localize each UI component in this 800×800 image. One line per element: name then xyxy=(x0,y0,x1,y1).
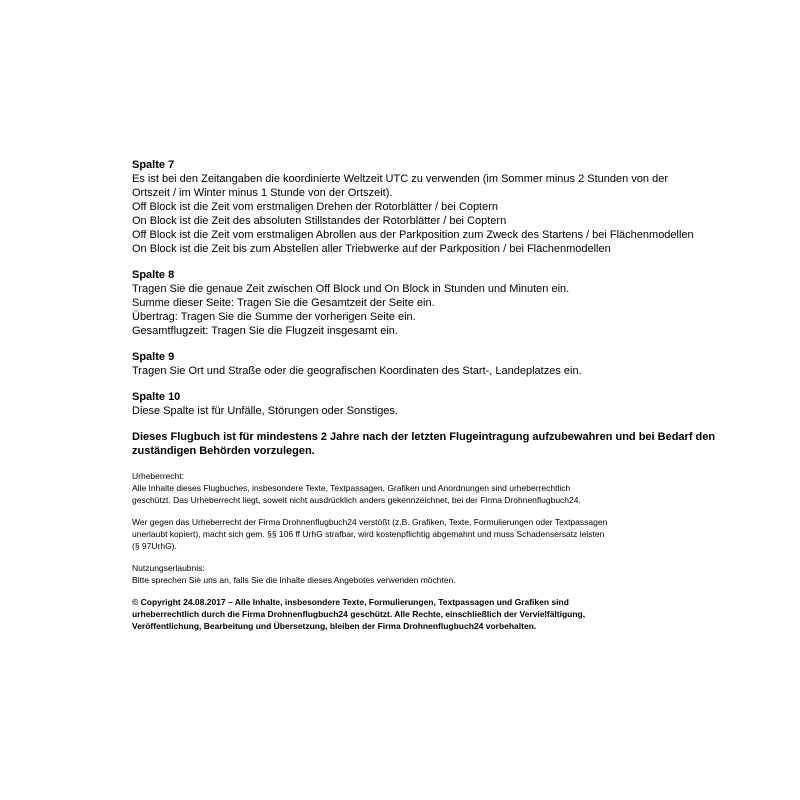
text-line: Übertrag: Tragen Sie die Summe der vorherigen Seite ein. xyxy=(132,311,416,323)
document-page xyxy=(132,158,732,642)
usage-line: Bitte sprechen Sie uns an, falls Sie die Inhalte dieses Angebotes verwenden möchten. xyxy=(132,575,456,585)
violation-block xyxy=(132,516,732,552)
copyright-line: geschützt. Das Urheberrecht liegt, soweit nicht ausdrücklich anders gekennzeichnet, bei der Firma Drohnenflugbuch24. xyxy=(132,495,581,505)
copyright-heading: Urheberrecht: xyxy=(132,471,184,481)
section-title: Spalte 10 xyxy=(132,391,181,403)
section-spalte-8 xyxy=(132,268,732,338)
retention-notice xyxy=(132,430,732,458)
section-spalte-10 xyxy=(132,390,732,418)
text-line: On Block ist die Zeit des absoluten Stillstandes der Rotorblätter / bei Coptern xyxy=(132,215,507,227)
text-line: Diese Spalte ist für Unfälle, Störungen oder Sonstiges. xyxy=(132,405,398,417)
text-line: Gesamtflugzeit: Tragen Sie die Flugzeit insgesamt ein. xyxy=(132,325,398,337)
violation-line: unerlaubt kopiert), macht sich gem. §§ 106 ff UrhG strafbar, wird kostenpflichtig abgemahnt und muss Schadensersatz leisten xyxy=(132,529,605,539)
text-line: Ortszeit / im Winter minus 1 Stunde von der Ortszeit). xyxy=(132,187,393,199)
text-line: Es ist bei den Zeitangaben die koordinierte Weltzeit UTC zu verwenden (im Sommer minus 2 Stunden von der xyxy=(132,173,669,185)
final-copyright-line: Veröffentlichung, Bearbeitung und Übersetzung, bleiben der Firma Drohnenflugbuch24 vorbehalten. xyxy=(132,621,537,631)
notice-line: Dieses Flugbuch ist für mindestens 2 Jahre nach der letzten Flugeintragung aufzubewahren und bei Bedarf den xyxy=(132,431,716,443)
section-title: Spalte 8 xyxy=(132,269,175,281)
notice-line: zuständigen Behörden vorzulegen. xyxy=(132,445,315,457)
section-spalte-7 xyxy=(132,158,732,256)
text-line: Tragen Sie die genaue Zeit zwischen Off Block und On Block in Stunden und Minuten ein. xyxy=(132,283,570,295)
usage-heading: Nutzungserlaubnis: xyxy=(132,563,205,573)
final-copyright-block xyxy=(132,596,732,632)
usage-block xyxy=(132,562,732,586)
violation-line: Wer gegen das Urheberrecht der Firma Drohnenflugbuch24 verstößt (z.B. Grafiken, Texte, Formulierungen oder Textpassagen xyxy=(132,517,608,527)
section-title: Spalte 7 xyxy=(132,159,175,171)
text-line: Off Block ist die Zeit vom erstmaligen Drehen der Rotorblätter / bei Coptern xyxy=(132,201,499,213)
copyright-line: Alle Inhalte dieses Flugbuches, insbesondere Texte, Textpassagen, Grafiken und Anordnungen sind urheberrechtlich xyxy=(132,483,571,493)
violation-line: (§ 97UrhG). xyxy=(132,541,177,551)
final-copyright-line: © Copyright 24.08.2017 – Alle Inhalte, insbesondere Texte, Formulierungen, Textpassagen und Grafiken sind xyxy=(132,597,569,607)
text-line: Off Block ist die Zeit vom erstmaligen Abrollen aus der Parkposition zum Zweck des Startens / bei Flächenmodellen xyxy=(132,229,694,241)
text-line: On Block ist die Zeit bis zum Abstellen aller Triebwerke auf der Parkposition / bei Flächenmodellen xyxy=(132,243,611,255)
section-spalte-9 xyxy=(132,350,732,378)
section-title: Spalte 9 xyxy=(132,351,175,363)
final-copyright-line: urheberrechtlich durch die Firma Drohnenflugbuch24 geschützt. Alle Rechte, einschließlich der Vervielfältigung, xyxy=(132,609,586,619)
copyright-block xyxy=(132,470,732,506)
text-line: Tragen Sie Ort und Straße oder die geografischen Koordinaten des Start-, Landeplatzes ein. xyxy=(132,365,582,377)
text-line: Summe dieser Seite: Tragen Sie die Gesamtzeit der Seite ein. xyxy=(132,297,435,309)
